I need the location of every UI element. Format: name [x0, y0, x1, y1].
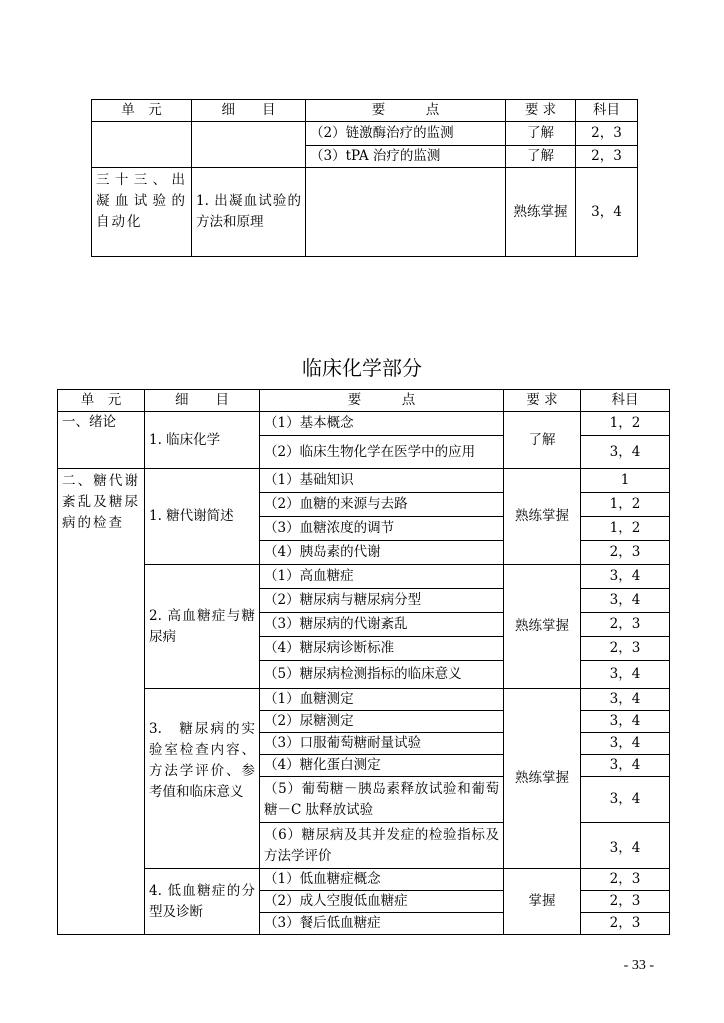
point-cell: （3）口服葡萄糖耐量试验 [260, 733, 504, 755]
requirement-cell: 熟练掌握 [504, 689, 581, 869]
point-cell: （3）餐后低血糖症 [260, 913, 504, 935]
clinical-chemistry-table [57, 389, 670, 935]
point-cell: （1）基本概念 [260, 412, 504, 436]
point-cell: （3）糖尿病的代谢紊乱 [260, 613, 504, 637]
detail-cell: 1. 临床化学 [145, 412, 260, 469]
requirement-cell: 熟练掌握 [504, 565, 581, 689]
subject-cell: 3，4 [581, 689, 670, 711]
unit-cell: 一、绪论 [58, 412, 145, 469]
header-unit: 单 元 [92, 100, 192, 122]
detail-cell: 1. 糖代谢简述 [145, 469, 260, 565]
point-cell: （4）胰岛素的代谢 [260, 541, 504, 565]
unit-cell-empty [92, 122, 192, 168]
requirement-cell: 熟练掌握 [504, 469, 581, 565]
subject-cell: 2，3 [581, 891, 670, 913]
detail-cell: 3. 糖尿病的实验室检查内容、方法学评价、参考值和临床意义 [145, 689, 260, 869]
header-subject: 科目 [581, 390, 670, 412]
subject-cell: 3，4 [581, 823, 670, 869]
point-cell: （2）糖尿病与糖尿病分型 [260, 589, 504, 613]
requirement-cell: 熟练掌握 [506, 168, 576, 257]
subject-cell: 1 [581, 469, 670, 493]
point-cell: （6）糖尿病及其并发症的检验指标及方法学评价 [260, 823, 504, 869]
header-subject: 科目 [576, 100, 638, 122]
point-cell: （5）葡萄糖－胰岛素释放试验和葡萄糖－C 肽释放试验 [260, 777, 504, 823]
header-points: 要 点 [306, 100, 506, 122]
detail-cell-empty [192, 122, 306, 168]
subject-cell: 3，4 [576, 168, 638, 257]
header-points: 要 点 [260, 390, 504, 412]
point-cell: （5）糖尿病检测指标的临床意义 [260, 661, 504, 689]
requirement-cell: 了解 [506, 122, 576, 146]
subject-cell: 2，3 [576, 146, 638, 168]
header-detail: 细 目 [192, 100, 306, 122]
point-cell: （1）高血糖症 [260, 565, 504, 589]
subject-cell: 3，4 [581, 661, 670, 689]
point-cell: （2）链激酶治疗的监测 [306, 122, 506, 146]
detail-cell: 4. 低血糖症的分型及诊断 [145, 869, 260, 935]
point-cell: （1）低血糖症概念 [260, 869, 504, 891]
point-cell: （3）血糖浓度的调节 [260, 517, 504, 541]
subject-cell: 2，3 [576, 122, 638, 146]
requirement-cell: 了解 [506, 146, 576, 168]
point-cell: （2）成人空腹低血糖症 [260, 891, 504, 913]
subject-cell: 3，4 [581, 755, 670, 777]
page-number: - 33 - [623, 958, 654, 973]
requirement-cell: 了解 [504, 412, 581, 469]
unit-cell: 三十三、出凝血试验的自动化 [92, 168, 192, 257]
subject-cell: 2，3 [581, 541, 670, 565]
requirement-cell: 掌握 [504, 869, 581, 935]
point-cell: （2）血糖的来源与去路 [260, 493, 504, 517]
subject-cell: 1，2 [581, 412, 670, 436]
subject-cell: 3，4 [581, 711, 670, 733]
header-unit: 单 元 [58, 390, 145, 412]
subject-cell: 3，4 [581, 589, 670, 613]
subject-cell: 3，4 [581, 733, 670, 755]
subject-cell: 2，3 [581, 869, 670, 891]
detail-cell: 1. 出凝血试验的方法和原理 [192, 168, 306, 257]
subject-cell: 3，4 [581, 777, 670, 823]
point-cell: （2）尿糖测定 [260, 711, 504, 733]
point-cell: （2）临床生物化学在医学中的应用 [260, 436, 504, 469]
unit-cell: 二、糖代谢紊乱及糖尿病的检查 [58, 469, 145, 935]
point-cell: （4）糖尿病诊断标准 [260, 637, 504, 661]
section-title: 临床化学部分 [302, 356, 422, 380]
subject-cell: 3，4 [581, 436, 670, 469]
header-requirement: 要 求 [506, 100, 576, 122]
continuation-table [91, 99, 638, 257]
point-cell: （3）tPA 治疗的监测 [306, 146, 506, 168]
header-detail: 细 目 [145, 390, 260, 412]
point-cell: （1）基础知识 [260, 469, 504, 493]
subject-cell: 2，3 [581, 613, 670, 637]
subject-cell: 2，3 [581, 913, 670, 935]
subject-cell: 1，2 [581, 517, 670, 541]
detail-cell: 2. 高血糖症与糖尿病 [145, 565, 260, 689]
header-requirement: 要 求 [504, 390, 581, 412]
subject-cell: 2，3 [581, 637, 670, 661]
point-cell [306, 168, 506, 257]
point-cell: （4）糖化蛋白测定 [260, 755, 504, 777]
subject-cell: 1，2 [581, 493, 670, 517]
subject-cell: 3，4 [581, 565, 670, 589]
point-cell: （1）血糖测定 [260, 689, 504, 711]
